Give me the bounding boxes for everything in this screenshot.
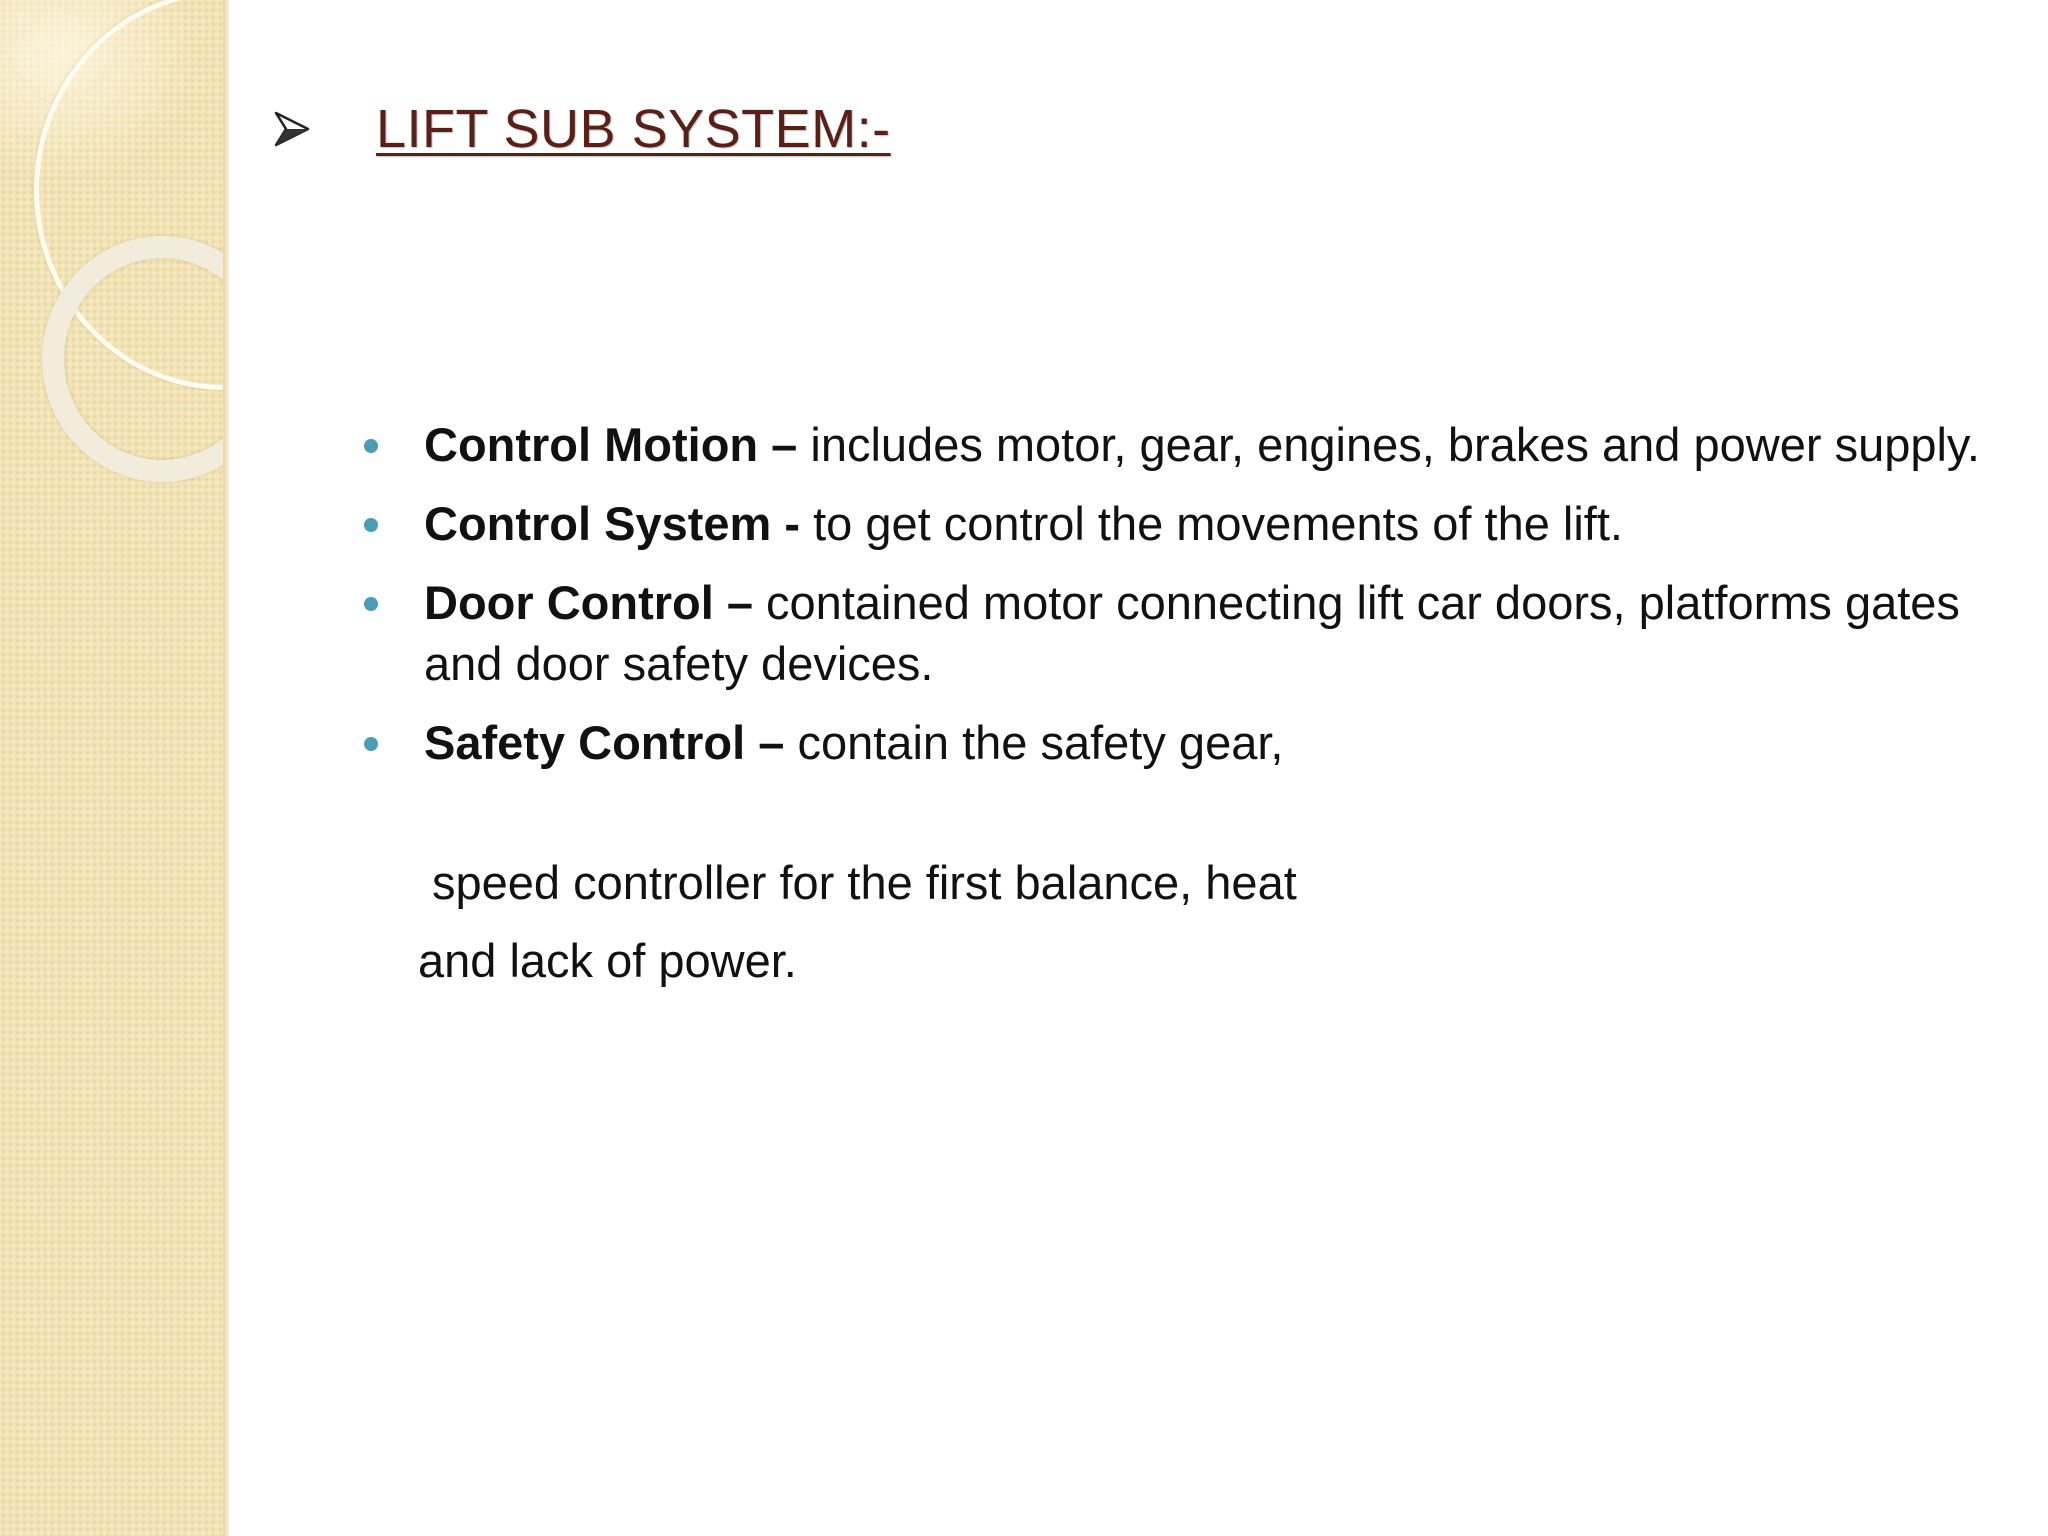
bullet-list: [364, 414, 2004, 791]
bullet-text: includes motor, gear, engines, brakes and power supply.: [797, 418, 1980, 471]
bullet-term: Control System -: [424, 497, 801, 550]
arrow-bullet-icon: [272, 109, 312, 149]
continuation-line: speed controller for the first balance, heat: [432, 856, 1297, 909]
slide-heading: [272, 98, 891, 160]
bullet-dot-icon: [364, 518, 378, 532]
bullet-item-door-control: [364, 572, 2004, 694]
bullet-text: to get control the movements of the lift.: [800, 497, 1623, 550]
slide-title: LIFT SUB SYSTEM:-: [376, 99, 891, 159]
bullet-text: contained motor connecting lift car doors, platforms gates and door safety devices.: [424, 576, 1960, 690]
decorative-side-band: [0, 0, 227, 1536]
bullet-term: Door Control –: [424, 576, 753, 629]
bullet-dot-icon: [364, 737, 378, 751]
side-band-edge: [223, 0, 229, 1536]
bullet-dot-icon: [364, 439, 378, 453]
bullet-dot-icon: [364, 597, 378, 611]
bullet-term: Control Motion –: [424, 418, 798, 471]
bullet-text: contain the safety gear,: [784, 716, 1284, 769]
bullet-item-control-motion: [364, 414, 2004, 475]
continuation-line: and lack of power.: [418, 934, 797, 987]
bullet-term: Safety Control –: [424, 716, 785, 769]
bullet-item-control-system: [364, 493, 2004, 554]
bullet-item-safety-control: [364, 712, 2004, 773]
